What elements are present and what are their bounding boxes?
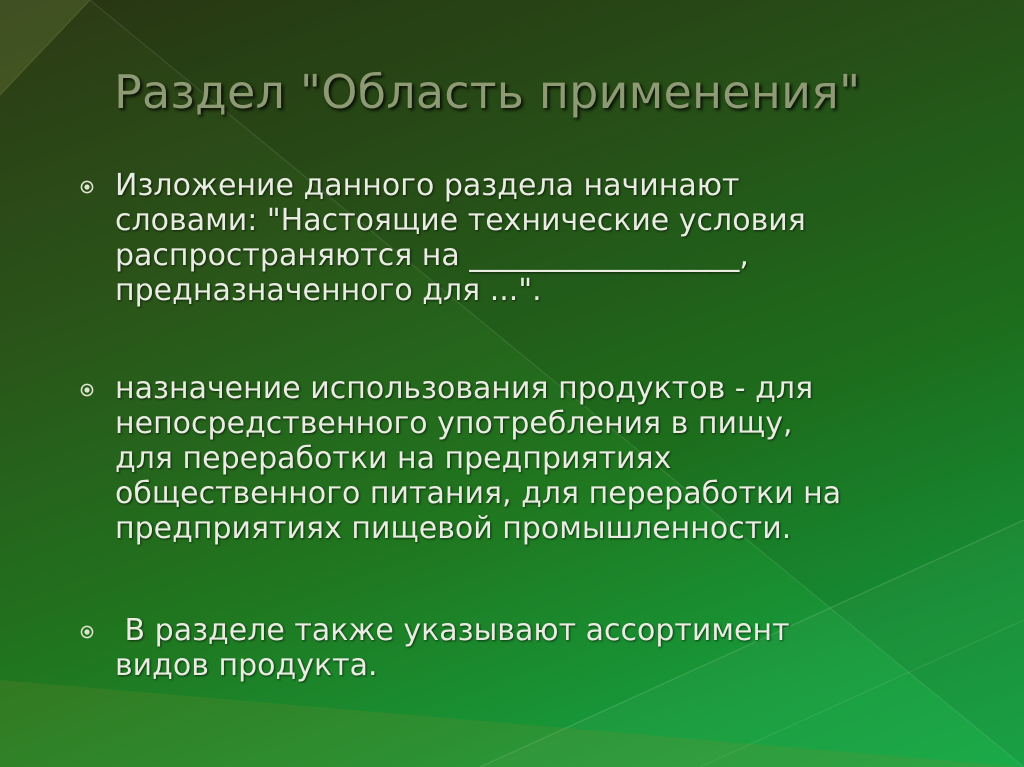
list-item	[80, 613, 980, 683]
slide-title: Раздел "Область применения"	[114, 65, 861, 119]
circled-dot-icon	[80, 383, 94, 397]
list-item-text	[115, 371, 980, 546]
bullet-list	[80, 168, 980, 683]
text-line: словами: "Настоящие технические условия	[115, 203, 806, 238]
text-line: непосредственного употребления в пищу,	[115, 406, 793, 441]
text-line: В разделе также указывают ассортимент	[115, 613, 790, 648]
text-line: общественного питания, для переработки на	[115, 476, 842, 511]
list-item-text	[115, 613, 980, 683]
text-line: видов продукта.	[115, 648, 378, 683]
text-line: распространяются на __________________,	[115, 238, 749, 273]
list-item	[80, 371, 980, 613]
list-item-text	[115, 168, 980, 308]
text-line: для переработки на предприятиях	[115, 441, 672, 476]
list-item	[80, 168, 980, 371]
text-line: Изложение данного раздела начинают	[115, 168, 740, 203]
text-line: предназначенного для ...".	[115, 273, 542, 308]
text-line: предприятиях пищевой промышленности.	[115, 511, 792, 546]
text-line: назначение использования продуктов - для	[115, 371, 814, 406]
circled-dot-icon	[80, 625, 94, 639]
circled-dot-icon	[80, 180, 94, 194]
